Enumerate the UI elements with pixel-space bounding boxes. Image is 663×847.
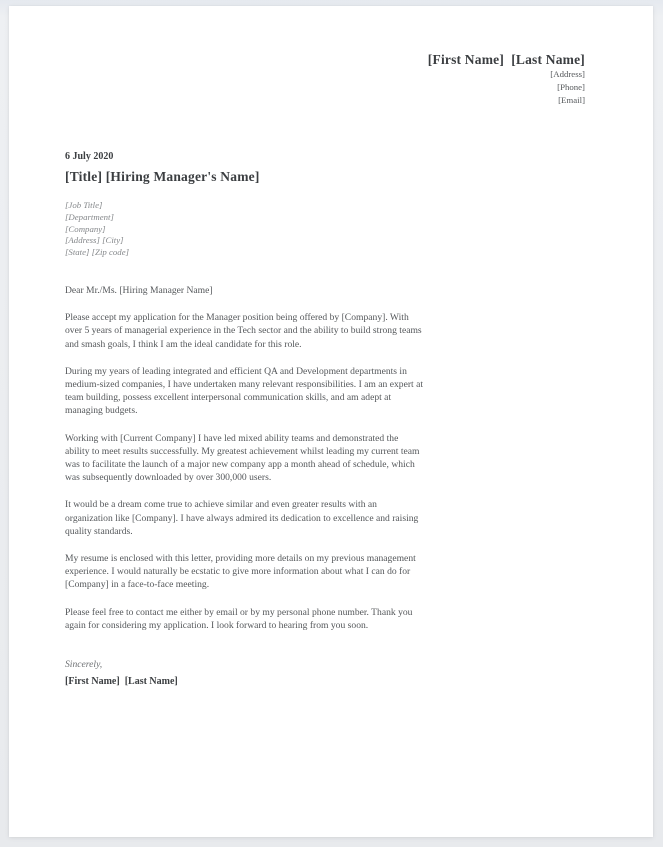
recipient-department: [Department] bbox=[65, 211, 114, 222]
recipient-company: [Company] bbox=[65, 223, 106, 234]
recipient-address-city: [Address] [City] bbox=[65, 235, 124, 246]
sender-name: [First Name] [Last Name] bbox=[427, 52, 585, 67]
signature-name: [First Name] [Last Name] bbox=[65, 676, 178, 688]
letter-date: 6 July 2020 bbox=[65, 151, 114, 162]
sender-email: [Email] bbox=[558, 95, 585, 105]
body-paragraph-5: My resume is enclosed with this letter, providing more details on my previous management experience. I would naturally be ecstatic to give more information about what I can do for [Company] in a face-to-face meeting. bbox=[65, 553, 416, 591]
body-paragraph-1: Please accept my application for the Manager position being offered by [Company]. With over 5 years of managerial experience in the Tech sector and the ability to build strong teams and smash goals, I think I am the ideal candidate for this role. bbox=[65, 312, 422, 350]
greeting-line: Dear Mr./Ms. [Hiring Manager Name] bbox=[65, 284, 213, 296]
body-paragraph-4: It would be a dream come true to achieve similar and even greater results with an organization like [Company]. I have always admired its dedication to excellence and raising quality standards. bbox=[65, 499, 419, 537]
recipient-state-zip: [State] [Zip code] bbox=[65, 247, 130, 258]
body-paragraph-6: Please feel free to contact me either by email or by my personal phone number. Thank you again for considering my application. I look forward to hearing from you soon. bbox=[65, 606, 413, 631]
sender-phone: [Phone] bbox=[557, 82, 585, 92]
sender-block bbox=[65, 52, 585, 107]
sender-address: [Address] bbox=[550, 69, 585, 79]
letter-page bbox=[9, 6, 653, 837]
recipient-details-block bbox=[65, 200, 585, 259]
closing-line: Sincerely, bbox=[65, 659, 103, 671]
body-paragraph-2: During my years of leading integrated and efficient QA and Development departments in medium-sized companies, I have undertaken many relevant responsibilities. I am an expert at team building, possess excellent interpersonal communication skills, and am adept at managing budgets. bbox=[65, 365, 424, 417]
recipient-heading: [Title] [Hiring Manager's Name] bbox=[65, 169, 260, 184]
letter-content bbox=[9, 6, 653, 837]
body-paragraph-3: Working with [Current Company] I have led mixed ability teams and demonstrated the ability to meet results successfully. My greatest achievement whilst leading my current team was to facilitate the launch of a major new company app a month ahead of schedule, which was subsequently downloaded by over 300,000 users. bbox=[65, 432, 420, 484]
recipient-job-title: [Job Title] bbox=[65, 200, 103, 210]
